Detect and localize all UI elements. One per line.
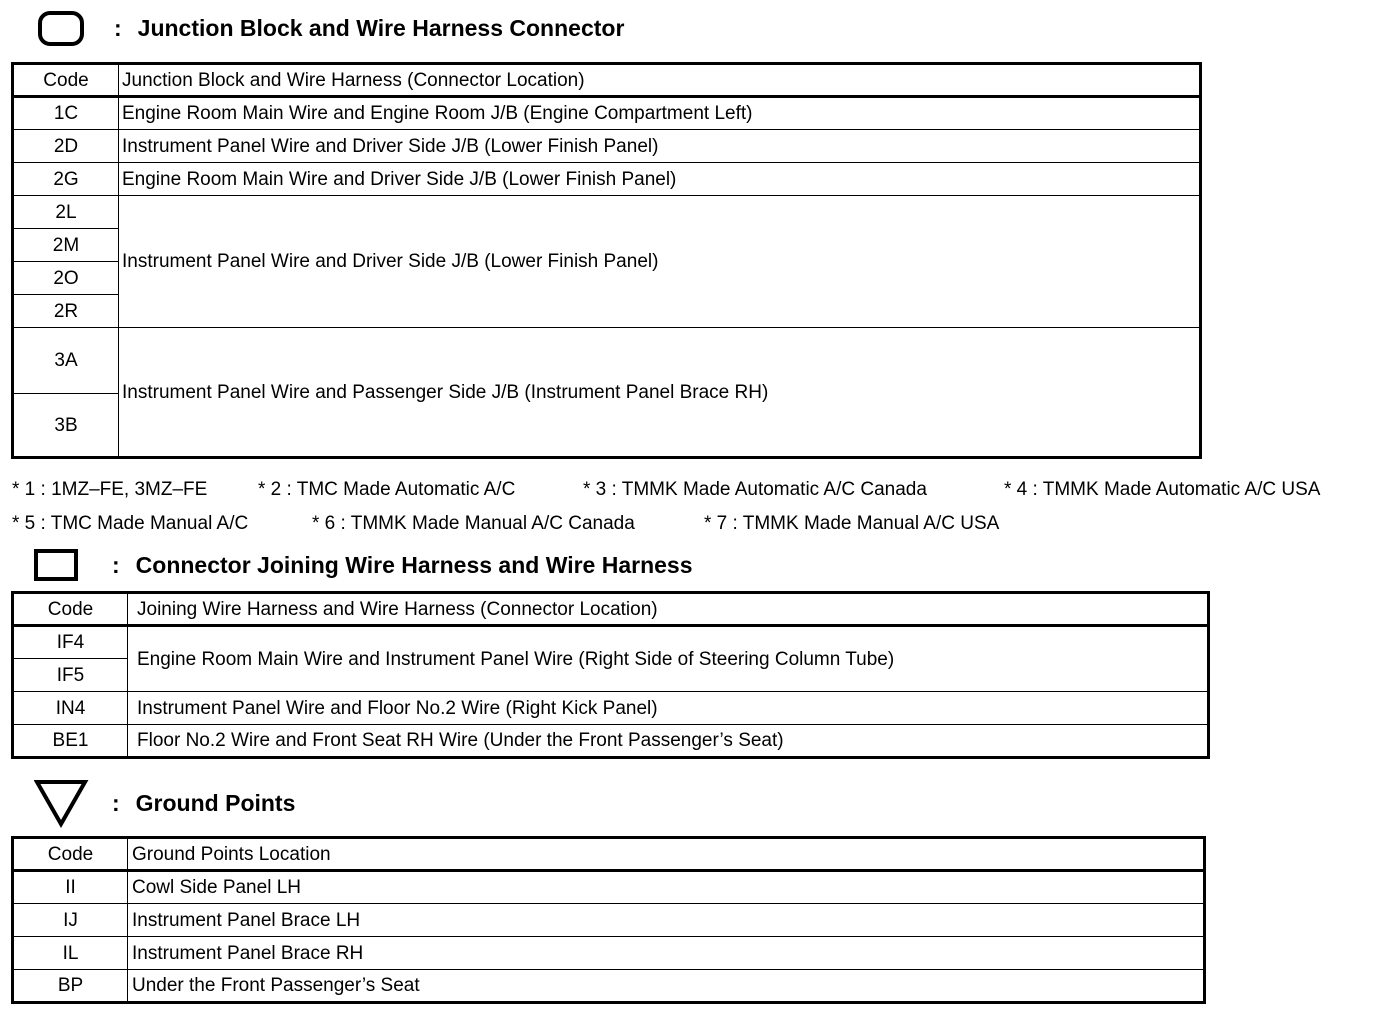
downward-triangle-icon: [34, 778, 90, 828]
header-code: Code: [13, 64, 119, 97]
section3-title: Ground Points: [135, 789, 296, 816]
desc-cell: Engine Room Main Wire and Engine Room J/B (Engine Compartment Left): [119, 97, 1201, 130]
header-desc: Joining Wire Harness and Wire Harness (Connector Location): [128, 593, 1209, 626]
code-cell: IF5: [13, 659, 128, 692]
note-3: * 3 : TMMK Made Automatic A/C Canada: [583, 479, 927, 500]
desc-cell: Instrument Panel Wire and Passenger Side J/B (Instrument Panel Brace RH): [119, 328, 1201, 458]
code-cell: 2D: [13, 130, 119, 163]
table-row: [13, 871, 1205, 904]
table-row: [13, 196, 1201, 229]
section2-title: Connector Joining Wire Harness and Wire Harness: [135, 551, 693, 578]
note-4: * 4 : TMMK Made Automatic A/C USA: [1004, 479, 1321, 500]
desc-cell: Instrument Panel Brace LH: [128, 904, 1205, 937]
junction-block-table: [11, 62, 1202, 459]
desc-cell: Cowl Side Panel LH: [128, 871, 1205, 904]
notes-line-2: [12, 513, 999, 535]
code-cell: 2G: [13, 163, 119, 196]
code-cell: II: [13, 871, 128, 904]
rounded-rectangle-icon: [36, 8, 92, 48]
code-cell: IF4: [13, 626, 128, 659]
section3-colon: :: [112, 789, 120, 816]
desc-cell: Instrument Panel Wire and Floor No.2 Wire (Right Kick Panel): [128, 692, 1209, 725]
header-desc: Junction Block and Wire Harness (Connector Location): [119, 64, 1201, 97]
code-cell: 2O: [13, 262, 119, 295]
section1-title: Junction Block and Wire Harness Connector: [137, 14, 625, 41]
section2-heading: [34, 545, 693, 585]
table-row: [13, 937, 1205, 970]
code-cell: 2R: [13, 295, 119, 328]
code-cell: BE1: [13, 725, 128, 758]
table-header-row: [13, 64, 1201, 97]
desc-cell: Engine Room Main Wire and Instrument Panel Wire (Right Side of Steering Column Tube): [128, 626, 1209, 692]
code-cell: BP: [13, 970, 128, 1003]
table-row: [13, 904, 1205, 937]
desc-cell: Under the Front Passenger’s Seat: [128, 970, 1205, 1003]
code-cell: 3A: [13, 328, 119, 394]
desc-cell: Instrument Panel Brace RH: [128, 937, 1205, 970]
section2-colon: :: [112, 551, 120, 578]
desc-cell: Instrument Panel Wire and Driver Side J/B (Lower Finish Panel): [119, 196, 1201, 328]
note-1: * 1 : 1MZ–FE, 3MZ–FE: [12, 479, 208, 500]
table-header-row: [13, 838, 1205, 871]
note-6: * 6 : TMMK Made Manual A/C Canada: [312, 513, 635, 534]
desc-cell: Floor No.2 Wire and Front Seat RH Wire (Under the Front Passenger’s Seat): [128, 725, 1209, 758]
table-row: [13, 692, 1209, 725]
code-cell: IN4: [13, 692, 128, 725]
desc-cell: Engine Room Main Wire and Driver Side J/B (Lower Finish Panel): [119, 163, 1201, 196]
section1-heading: [36, 8, 624, 48]
table-row: [13, 725, 1209, 758]
table-row: [13, 626, 1209, 659]
joining-connector-table: [11, 591, 1210, 759]
code-cell: 3B: [13, 394, 119, 458]
code-cell: IL: [13, 937, 128, 970]
section1-colon: :: [114, 14, 122, 41]
code-cell: IJ: [13, 904, 128, 937]
code-cell: 2L: [13, 196, 119, 229]
notes-line-1: [12, 479, 1320, 501]
table-row: [13, 97, 1201, 130]
table-row: [13, 970, 1205, 1003]
note-7: * 7 : TMMK Made Manual A/C USA: [704, 513, 1000, 534]
header-code: Code: [13, 838, 128, 871]
header-desc: Ground Points Location: [128, 838, 1205, 871]
table-row: [13, 328, 1201, 394]
code-cell: 2M: [13, 229, 119, 262]
rectangle-icon: [34, 545, 90, 585]
code-cell: 1C: [13, 97, 119, 130]
table-row: [13, 163, 1201, 196]
desc-cell: Instrument Panel Wire and Driver Side J/B (Lower Finish Panel): [119, 130, 1201, 163]
table-row: [13, 130, 1201, 163]
header-code: Code: [13, 593, 128, 626]
section3-heading: [34, 778, 295, 828]
ground-points-table: [11, 836, 1206, 1004]
note-2: * 2 : TMC Made Automatic A/C: [258, 479, 516, 500]
note-5: * 5 : TMC Made Manual A/C: [12, 513, 249, 534]
table-header-row: [13, 593, 1209, 626]
